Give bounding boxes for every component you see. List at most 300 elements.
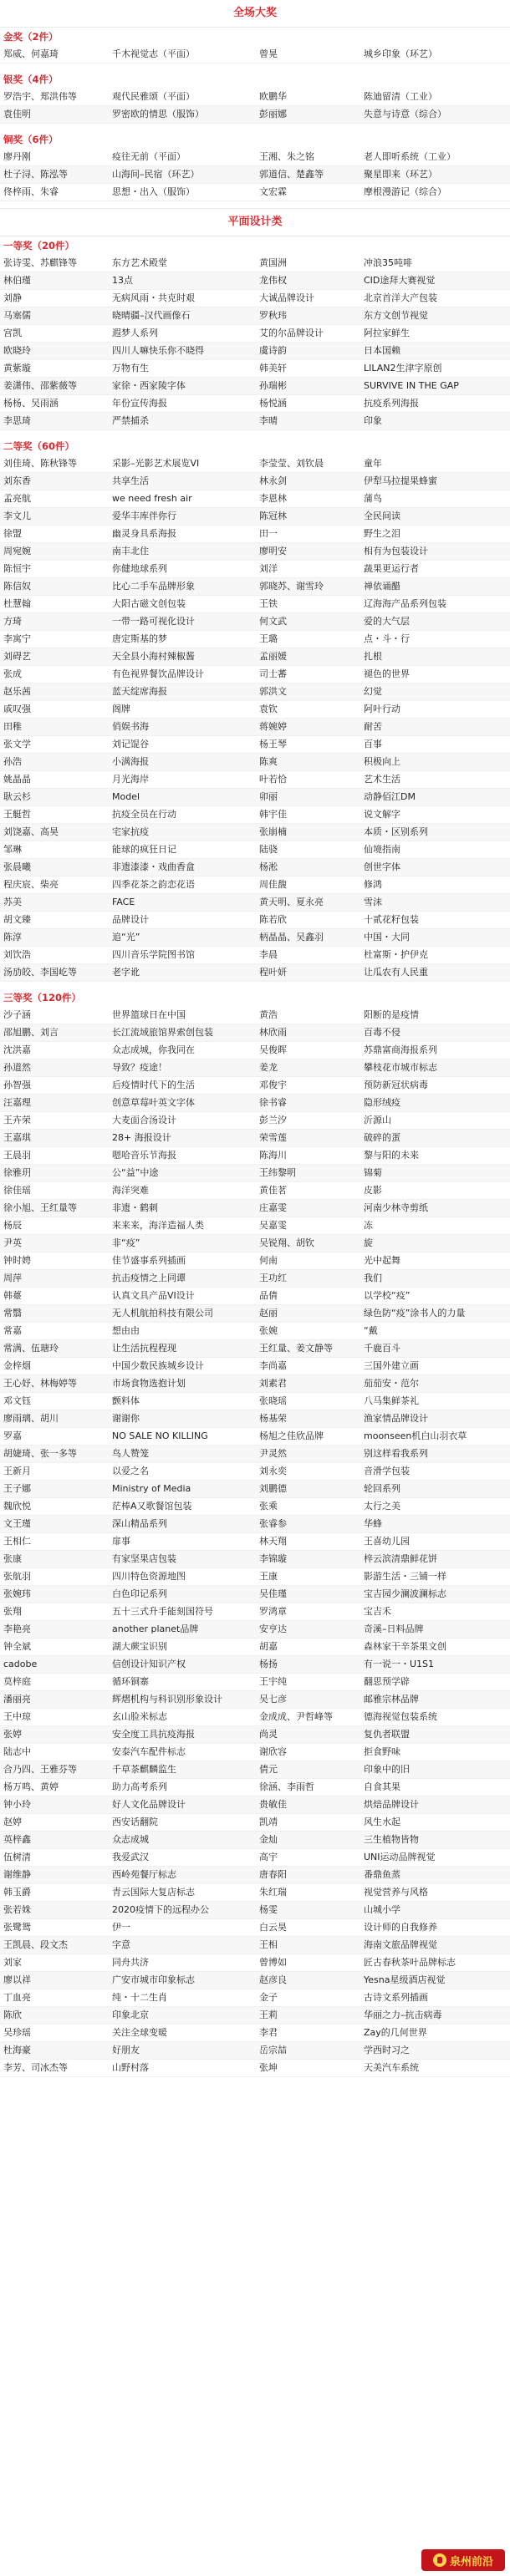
winner-name: 姜龙 <box>259 1062 278 1073</box>
winner-name: 陈海川 <box>259 1150 287 1161</box>
work-title: 小满海报 <box>112 756 149 767</box>
winner-name: 贵敏佳 <box>259 1799 287 1810</box>
award-row <box>0 1832 510 1849</box>
winner-name: 廖丹刚 <box>3 151 31 162</box>
work-title: 有色视界餐饮品牌设计 <box>112 668 204 679</box>
work-title: 抗击疫情之上同谭 <box>112 1273 186 1283</box>
winner-name: 王艇哲 <box>3 809 31 820</box>
work-title: 幽灵身具系海报 <box>112 528 176 539</box>
work-title: Model <box>112 791 140 802</box>
winner-name: 常嘉 <box>3 1325 22 1336</box>
work-title: FACE <box>112 897 135 907</box>
work-title: 蒲鸟 <box>364 493 382 504</box>
winner-name: 叶若恰 <box>259 774 287 785</box>
award-row <box>0 1095 510 1112</box>
work-title: 茄茄安・范尔 <box>364 1378 419 1389</box>
award-rows <box>0 149 510 201</box>
winner-name: 杨旭之佳欣品牌 <box>259 1430 324 1441</box>
winner-name: 李寓宁 <box>3 633 31 644</box>
award-row <box>0 1744 510 1761</box>
winner-name: 刘佳琦、陈秋锋等 <box>3 458 77 469</box>
award-row <box>0 771 510 789</box>
winner-name: 张晓瑶 <box>259 1395 287 1406</box>
winner-name: 吴俊晖 <box>259 1044 287 1055</box>
award-row <box>0 413 510 430</box>
winner-name: 钟时娉 <box>3 1255 31 1266</box>
winner-name: 罗嘉 <box>3 1430 22 1441</box>
award-row <box>0 490 510 508</box>
work-title: moonseen机白山羽衣草 <box>364 1430 467 1441</box>
winner-name: 汤劢皎、李国屹等 <box>3 967 77 978</box>
work-title: 旋 <box>364 1237 373 1248</box>
award-row <box>0 2060 510 2077</box>
winner-name: 倩元 <box>259 1764 278 1775</box>
work-title: 动静佰江DM <box>364 791 416 802</box>
award-row <box>0 1270 510 1288</box>
work-title: 太行之美 <box>364 1501 400 1512</box>
award-row <box>0 166 510 184</box>
winner-name: 韩宇佳 <box>259 809 287 820</box>
winner-name: 廖雨璃、胡川 <box>3 1413 59 1424</box>
work-title: 自食其果 <box>364 1781 400 1792</box>
work-title: 古诗文系列插画 <box>364 1992 428 2003</box>
winner-name: 廖明安 <box>259 546 287 556</box>
work-title: 四川音乐学院图书馆 <box>112 949 195 960</box>
winner-name: 杜海豪 <box>3 2045 31 2055</box>
award-row <box>0 1217 510 1235</box>
winner-name: 吴珍瑶 <box>3 2027 31 2038</box>
award-row <box>0 701 510 719</box>
winner-name: 虞诗韵 <box>259 345 287 356</box>
award-row <box>0 806 510 824</box>
award-row <box>0 255 510 272</box>
winner-name: 王纬黎明 <box>259 1167 296 1178</box>
winner-name: 李晴 <box>259 415 278 426</box>
work-title: 印象 <box>364 415 382 426</box>
work-title: 东方艺术殿堂 <box>112 257 167 268</box>
work-title: 日本国赖 <box>364 345 400 356</box>
award-row <box>0 1849 510 1867</box>
work-title: 长江流域旅馆界索创包装 <box>112 1027 213 1038</box>
winner-name: 黄国洲 <box>259 257 287 268</box>
work-title: 导致？疫途！ <box>112 1062 167 1073</box>
work-title: 北京首洋大产包装 <box>364 292 437 303</box>
winner-name: 张婷 <box>3 1729 22 1740</box>
winner-name: 安亨达 <box>259 1623 287 1634</box>
work-title: 失意与诗意（综合） <box>364 109 446 119</box>
winner-name: 徐雅玥 <box>3 1167 31 1178</box>
winner-name: 王璐 <box>259 633 278 644</box>
award-row <box>0 648 510 666</box>
winner-name: 陈冠林 <box>259 511 287 521</box>
winner-name: 张诗雯、苏麒锋等 <box>3 257 77 268</box>
winner-name: 郭道信、楚鑫等 <box>259 169 324 180</box>
work-title: 番鼎鱼蒸 <box>364 1869 400 1880</box>
winner-name: 王凯晨、段文杰 <box>3 1939 68 1950</box>
work-title: 循环铜寨 <box>112 1676 149 1687</box>
award-row <box>0 1796 510 1814</box>
work-title: 攀枝花市城市标志 <box>364 1062 437 1073</box>
winner-name: 王莉 <box>259 2009 278 2020</box>
winner-name: 张晨曦 <box>3 861 31 872</box>
award-row <box>0 1481 510 1498</box>
winner-name: 黄佳茗 <box>259 1185 287 1196</box>
award-row <box>0 947 510 964</box>
work-title: 家徐・西家陵字体 <box>112 380 186 391</box>
work-title: 山野村落 <box>112 2062 149 2073</box>
winner-name: 刘洋 <box>259 563 278 574</box>
winner-name: 尹灵然 <box>259 1448 287 1459</box>
winner-name: 欧晓玲 <box>3 345 31 356</box>
work-title: 三生植物皆物 <box>364 1834 419 1845</box>
award-row <box>0 1252 510 1270</box>
award-row <box>0 473 510 490</box>
winner-name: 胡文臻 <box>3 914 31 925</box>
work-title: 仙境指南 <box>364 844 400 855</box>
work-title: 非“疫” <box>112 1237 140 1248</box>
page-title: 全场大奖 <box>0 0 510 28</box>
award-row <box>0 1130 510 1147</box>
award-row <box>0 1182 510 1200</box>
work-title: 四川特色资源地图 <box>112 1571 186 1582</box>
site-logo <box>421 2549 505 2571</box>
award-row <box>0 1498 510 1516</box>
award-row <box>0 360 510 378</box>
winner-name: 蒋婉婷 <box>259 721 287 732</box>
winner-name: 丁血亮 <box>3 1992 31 2003</box>
award-row <box>0 1305 510 1323</box>
work-title: 辉熠机构与科识别形象设计 <box>112 1694 222 1705</box>
winner-name: 赵婷 <box>3 1816 22 1827</box>
award-row <box>0 1726 510 1744</box>
winner-name: 英梓鑫 <box>3 1834 31 1845</box>
work-title: 黎与阳的未来 <box>364 1150 419 1161</box>
winner-name: 柄晶晶、吴鑫羽 <box>259 932 324 943</box>
winner-name: 金梓烟 <box>3 1360 31 1371</box>
award-row <box>0 1954 510 1972</box>
work-title: 宅家抗疫 <box>112 826 149 837</box>
winner-name: 赵丽 <box>259 1308 278 1318</box>
winner-name: 吴七彦 <box>259 1694 287 1705</box>
award-row <box>0 272 510 290</box>
winner-name: 曾博如 <box>259 1957 287 1968</box>
work-title: 白色印记系列 <box>112 1588 167 1599</box>
award-row <box>0 1235 510 1252</box>
award-row <box>0 508 510 526</box>
work-title: 信创设计知识产权 <box>112 1659 186 1669</box>
work-title: 褪色的世界 <box>364 668 410 679</box>
work-title: 遐梦人系列 <box>112 328 158 338</box>
winner-name: 刘素君 <box>259 1378 287 1389</box>
award-row <box>0 543 510 561</box>
winner-name: 邵旭鹏、刘言 <box>3 1027 59 1038</box>
work-title: 阿拉家鲜生 <box>364 328 410 338</box>
winner-name: 王湘、朱之铭 <box>259 151 314 162</box>
award-row <box>0 1639 510 1656</box>
work-title: NO SALE NO KILLING <box>112 1430 208 1441</box>
work-title: 蓝天绽席海报 <box>112 686 167 697</box>
winner-name: 张航羽 <box>3 1571 31 1582</box>
winner-name: 常翳 <box>3 1308 22 1318</box>
work-title: 创意草莓叶英文字体 <box>112 1097 195 1108</box>
work-title: 聚星即来（环艺） <box>364 169 437 180</box>
work-title: 拒食野味 <box>364 1746 400 1757</box>
logo-mark-icon <box>433 2553 446 2567</box>
award-row <box>0 526 510 543</box>
work-title: “戴 <box>364 1325 378 1336</box>
winner-name: 品倩 <box>259 1290 278 1301</box>
winner-name: 张成 <box>3 668 22 679</box>
winner-name: 邓俊宇 <box>259 1080 287 1090</box>
winner-name: 张乘 <box>259 1501 278 1512</box>
work-title: 公“益”中途 <box>112 1167 159 1178</box>
award-row <box>0 1358 510 1375</box>
winner-name: 罗浩宇、郑洪伟等 <box>3 91 77 102</box>
work-title: Zay的几何世界 <box>364 2027 427 2038</box>
award-row <box>0 894 510 912</box>
award-row <box>0 1340 510 1358</box>
work-title: 光中起舞 <box>364 1255 400 1266</box>
winner-name: 汪嘉理 <box>3 1097 31 1108</box>
winner-name: 宫凯 <box>3 328 22 338</box>
award-row <box>0 1919 510 1937</box>
work-title: 好人文化品牌设计 <box>112 1799 186 1810</box>
award-row <box>0 395 510 413</box>
work-title: 森林家干辛茶果文创 <box>364 1641 446 1652</box>
winner-name: 吴嘉雯 <box>259 1220 287 1231</box>
work-title: 老字讹 <box>112 967 140 978</box>
winner-name: 邓文钰 <box>3 1395 31 1406</box>
winner-name: 姜潇伟、邵紫薇等 <box>3 380 77 391</box>
winner-name: 张婉 <box>259 1325 278 1336</box>
winner-name: 王铁 <box>259 598 278 609</box>
winner-name: 金子 <box>259 1992 278 2003</box>
work-title: 四季花茶之韵恋花语 <box>112 879 195 890</box>
work-title: 冲浪35吨啡 <box>364 257 412 268</box>
winner-name: 徐小旭、王红量等 <box>3 1202 77 1213</box>
work-title: 童年 <box>364 458 382 469</box>
winner-name: 胡婕琦、张一多等 <box>3 1448 77 1459</box>
winner-name: 王功红 <box>259 1273 287 1283</box>
winner-name: 程叶妍 <box>259 967 287 978</box>
award-row <box>0 754 510 771</box>
work-title: 能球的疯狂日记 <box>112 844 176 855</box>
winner-name: 刘东香 <box>3 475 31 486</box>
winner-name: 李文儿 <box>3 511 31 521</box>
work-title: Yesna星级酒店视觉 <box>364 1974 446 1985</box>
winner-name: 凯靖 <box>259 1816 278 1827</box>
award-rows <box>0 46 510 64</box>
work-title: 天全县小海村辣椒酱 <box>112 651 195 662</box>
award-group-heading: 银奖（4件） <box>0 70 510 89</box>
winner-name: 钟小玲 <box>3 1799 31 1810</box>
award-row <box>0 1937 510 1954</box>
winner-name: 杜子浔、陈泓等 <box>3 169 68 180</box>
winner-name: 岳宗喆 <box>259 2045 287 2055</box>
work-title: 阿叶行动 <box>364 704 400 714</box>
work-title: 我们 <box>364 1273 382 1283</box>
winner-name: 杨雯 <box>259 1904 278 1915</box>
winner-name: 戚叹强 <box>3 704 31 714</box>
winner-name: 艾的尔品牌设计 <box>259 328 324 338</box>
work-title: 13点 <box>112 275 133 286</box>
award-row <box>0 307 510 325</box>
winner-name: 陈淳 <box>3 932 22 943</box>
winner-name: 韩美轩 <box>259 363 287 373</box>
winner-name: 何文武 <box>259 616 287 627</box>
work-title: 杜富斯・护伊克 <box>364 949 428 960</box>
winner-name: 文王瑾 <box>3 1518 31 1529</box>
work-title: 扉事 <box>112 1536 130 1547</box>
winner-name: 王子娜 <box>3 1483 31 1494</box>
winner-name: 杨王琴 <box>259 739 287 749</box>
work-title: 修鸿 <box>364 879 382 890</box>
work-title: 积极向上 <box>364 756 400 767</box>
work-title: 以学校“疫” <box>364 1290 411 1301</box>
work-title: 匠古春秋茶叶品牌标志 <box>364 1957 456 1968</box>
winner-name: 陈若欣 <box>259 914 287 925</box>
winner-name: 林欣雨 <box>259 1027 287 1038</box>
work-title: 爱的大气层 <box>364 616 410 627</box>
winner-name: 邹琳 <box>3 844 22 855</box>
work-title: 全民间读 <box>364 511 400 521</box>
winner-name: 刘永奕 <box>259 1466 287 1476</box>
work-title: 好朋友 <box>112 2045 140 2055</box>
work-title: 百事 <box>364 739 382 749</box>
work-title: we need fresh air <box>112 493 192 504</box>
award-row <box>0 1691 510 1709</box>
work-title: 助力高考系列 <box>112 1781 167 1792</box>
work-title: 天美汽车系统 <box>364 2062 419 2073</box>
winner-name: 徐佳瑶 <box>3 1185 31 1196</box>
winner-name: 唐春阳 <box>259 1869 287 1880</box>
work-title: 同舟共济 <box>112 1957 149 1968</box>
work-title: 视觉营养与风格 <box>364 1887 428 1898</box>
work-title: 2020疫情下的远程办公 <box>112 1904 209 1915</box>
winner-name: 马塞儒 <box>3 310 31 321</box>
award-row <box>0 1200 510 1217</box>
work-title: 五十三式升手能刻国符号 <box>112 1606 213 1617</box>
winner-name: 伍树清 <box>3 1852 31 1862</box>
work-title: 东方文创节视觉 <box>364 310 428 321</box>
work-title: 无病风雨・共克时艰 <box>112 292 195 303</box>
winner-name: 黄浩 <box>259 1009 278 1020</box>
work-title: 扎根 <box>364 651 382 662</box>
winner-name: 陈欣 <box>3 2009 22 2020</box>
winner-name: 庄嘉雯 <box>259 1202 287 1213</box>
work-title: Ministry of Media <box>112 1483 191 1494</box>
winner-name: 杨扬 <box>259 1659 278 1669</box>
award-group-heading: 金奖（2件） <box>0 28 510 46</box>
work-title: 众志成城，你我同在 <box>112 1044 195 1055</box>
work-title: 轮回系列 <box>364 1483 400 1494</box>
winner-name: 方琦 <box>3 616 22 627</box>
work-title: CID途拜大赛视觉 <box>364 275 436 286</box>
winner-name: 杨辰 <box>3 1220 22 1231</box>
work-title: 隐形绒疫 <box>364 1097 400 1108</box>
award-row <box>0 378 510 395</box>
work-title: 西安话翻院 <box>112 1816 158 1827</box>
work-title: 邮雅宗林品牌 <box>364 1694 419 1705</box>
winner-name: 徐书睿 <box>259 1097 287 1108</box>
winner-name: 杨淞 <box>259 861 278 872</box>
award-row <box>0 1621 510 1639</box>
award-row <box>0 736 510 754</box>
winner-name: 李恩林 <box>259 493 287 504</box>
work-title: 刘记馄谷 <box>112 739 149 749</box>
work-title: 严禁捕杀 <box>112 415 149 426</box>
winner-name: 杜慧翰 <box>3 598 31 609</box>
award-row <box>0 89 510 106</box>
winner-name: 张坤 <box>259 2062 278 2073</box>
winner-name: 龙伟权 <box>259 275 287 286</box>
award-group-heading: 一等奖（20件） <box>0 236 510 255</box>
winner-name: 韩玉爵 <box>3 1887 31 1898</box>
work-title: 伊犁马拉提果蜂蜜 <box>364 475 437 486</box>
work-title: 无人机航拍科技有限公司 <box>112 1308 213 1318</box>
logo-text: 泉州前沿 <box>449 2555 493 2568</box>
work-title: 点・斗・行 <box>364 633 410 644</box>
work-title: 海洋突难 <box>112 1185 149 1196</box>
winner-name: 卯丽 <box>259 791 278 802</box>
award-row <box>0 859 510 876</box>
work-title: 风生水起 <box>364 1816 400 1827</box>
winner-name: 郭洪文 <box>259 686 287 697</box>
winner-name: 杨基荣 <box>259 1413 287 1424</box>
work-title: another planet品牌 <box>112 1623 199 1634</box>
award-row <box>0 666 510 683</box>
award-row <box>0 596 510 613</box>
work-title: 28+ 海报设计 <box>112 1132 171 1143</box>
award-row <box>0 1323 510 1340</box>
work-title: 共享生活 <box>112 475 149 486</box>
winner-name: 刘饶嘉、高昊 <box>3 826 59 837</box>
winner-name: 田一 <box>259 528 278 539</box>
winner-name: 尹英 <box>3 1237 22 1248</box>
work-title: SURVIVE IN THE GAP <box>364 380 459 391</box>
winner-name: 周佳馥 <box>259 879 287 890</box>
work-title: 千鹿百斗 <box>364 1343 400 1354</box>
winner-name: 林伯瑾 <box>3 275 31 286</box>
award-row <box>0 613 510 631</box>
winner-name: 李晨 <box>259 949 278 960</box>
winner-name: 姚晶晶 <box>3 774 31 785</box>
work-title: 佳节盛事系列插画 <box>112 1255 186 1266</box>
work-title: 山城小学 <box>364 1904 400 1915</box>
award-row <box>0 1586 510 1603</box>
work-title: LILAN2生津字原创 <box>364 363 442 373</box>
award-row <box>0 46 510 64</box>
work-title: 月光海岸 <box>112 774 149 785</box>
work-title: 沂源山 <box>364 1115 391 1125</box>
winner-name: 沈洪嘉 <box>3 1044 31 1055</box>
award-row <box>0 1779 510 1796</box>
work-title: 纯・十二生肖 <box>112 1992 167 2003</box>
winner-name: 王相仁 <box>3 1536 31 1547</box>
award-row <box>0 290 510 307</box>
winner-name: 魏欣悦 <box>3 1501 31 1512</box>
winner-name: 王康 <box>259 1571 278 1582</box>
work-title: 破碎的蛋 <box>364 1132 400 1143</box>
winner-name: 张婉玮 <box>3 1588 31 1599</box>
award-row <box>0 1516 510 1533</box>
winner-name: 王卉荣 <box>3 1115 31 1125</box>
work-title: 雪沫 <box>364 897 382 907</box>
grand-prize-groups <box>0 28 510 201</box>
winner-name: 杨悦涵 <box>259 398 287 409</box>
graphic-design-groups <box>0 236 510 2077</box>
work-title: 深山精品系列 <box>112 1518 167 1529</box>
